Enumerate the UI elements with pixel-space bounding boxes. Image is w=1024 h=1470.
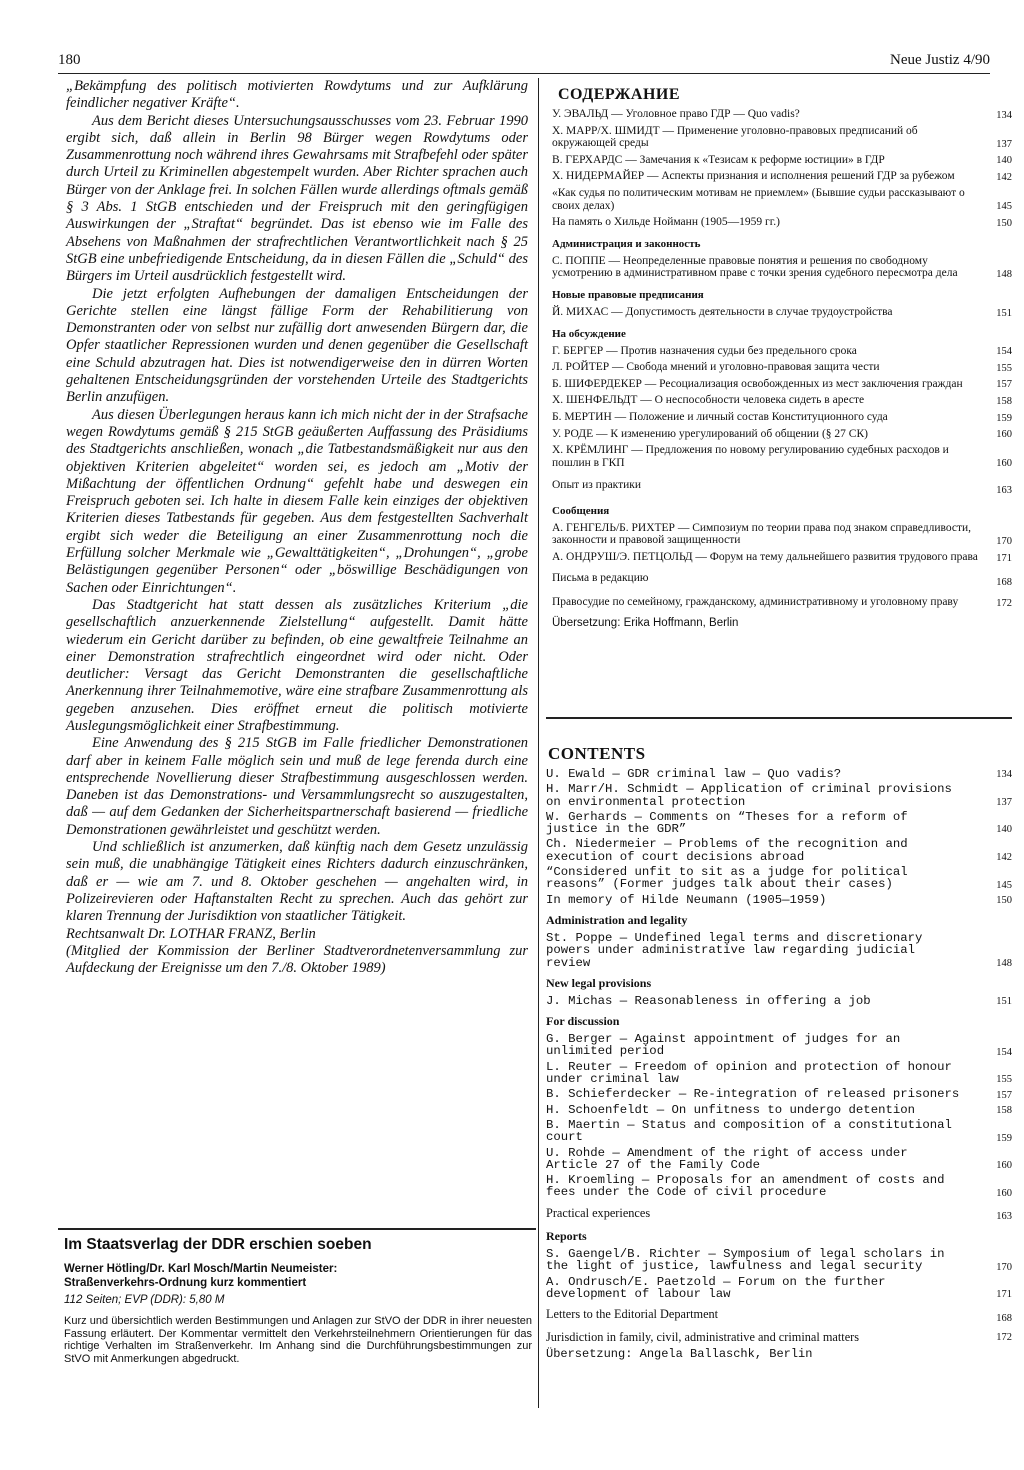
translator-credit: Übersetzung: Angela Ballaschk, Berlin [546,1346,813,1361]
toc-entry [546,1033,1012,1058]
toc-entry-title: На память о Хильде Нойманн (1905—1959 гг.) [552,216,780,229]
toc-subheading: Опыт из практики [552,479,642,492]
toc-page-number: 150 [996,217,1012,229]
toc-subheading: Сообщения [552,504,610,517]
toc-entry [552,361,1012,374]
contents-separator [546,717,1012,719]
toc-entry-title: Л. РОЙТЕР — Свобода мнений и уголовно-правовая защита чести [552,361,880,374]
toc-subheading: Новые правовые предписания [552,288,704,301]
toc-subheading: Администрация и законность [552,237,701,250]
toc-page-number: 171 [996,1289,1012,1301]
toc-entry-title: А. ОНДРУШ/Э. ПЕТЦОЛЬД — Форум на тему дальнейшего развития трудового права [552,551,978,564]
toc-entry [552,125,1012,150]
toc-subheading: На обсуждение [552,327,626,340]
toc-page-number: 157 [996,379,1012,391]
toc-entry [546,1119,1012,1144]
toc-entry [546,768,1012,780]
toc-page-number: 157 [996,1089,1012,1101]
toc-entry-title: H. Marr/H. Schmidt — Application of criminal provisions on environmental protection [546,782,952,809]
toc-entry-title: B. Maertin — Status and composition of a constitutional court [546,1117,952,1145]
author-signature: Rechtsanwalt Dr. LOTHAR FRANZ, Berlin [66,925,316,942]
toc-entry [546,1174,1012,1199]
article-column [66,78,528,977]
toc-entry-title: A. Ondrusch/E. Paetzold — Forum on the further development of labour law [546,1274,886,1301]
russian-contents [552,86,1012,629]
toc-entry-title: В. ГЕРХАРДС — Замечания к «Тезисам к реформе юстиции» в ГДР [552,153,885,166]
toc-page-number: 172 [996,1331,1012,1343]
toc-page-number: 172 [996,597,1012,609]
toc-entry-title: Й. МИХАС — Допустимость деятельности в случае трудоустройства [552,305,893,318]
toc-page-number: 158 [996,395,1012,407]
toc-entry-title: У. ЭВАЛЬД — Уголовное право ГДР — Quo vadis? [552,108,800,120]
toc-entry-title: H. Schoenfeldt — On unfitness to undergo detention [546,1102,915,1117]
toc-entry [552,345,1012,358]
toc-entry [546,1276,1012,1301]
publication-rule [58,1228,536,1230]
toc-entry-title: St. Poppe — Undefined legal terms and discretionary powers under administrative law regarding judicial review [546,930,923,970]
header-rule [58,73,990,74]
toc-entry-title: B. Schieferdecker — Re-integration of released prisoners [546,1087,960,1102]
toc-entry-title: Х. ШЕНФЕЛЬДТ — О неспособности человека сидеть в аресте [552,394,865,407]
toc-page-number: 160 [996,429,1012,441]
toc-entry-title: Ch. Niedermeier — Problems of the recognition and execution of court decisions abroad [546,837,908,864]
toc-entry-title: А. ГЕНГЕЛЬ/Б. РИХТЕР — Симпозиум по теории права под знаком справедливости, законности и правовой защищенности [552,521,972,547]
publication-heading: Im Staatsverlag der DDR erschien soeben [64,1236,372,1253]
toc-entry [552,428,1012,441]
toc-entry [552,444,1012,469]
toc-page-number: 151 [996,307,1012,319]
toc-page-number: 170 [996,1261,1012,1273]
toc-page-number: 140 [996,155,1012,167]
toc-page-number: 142 [996,171,1012,183]
toc-page-number: 159 [996,1132,1012,1144]
toc-entry [546,1147,1012,1172]
toc-entry-title: «Как судья по политическим мотивам не приемлем» (Бывшие судьи рассказывают о своих делах) [552,186,965,212]
toc-entry [552,551,1012,564]
toc-page-number: 148 [996,268,1012,280]
toc-entry-title: G. Berger — Against appointment of judges for an unlimited period [546,1032,901,1059]
page-number: 180 [58,52,81,68]
column-divider [538,78,539,1408]
toc-entry-title: W. Gerhards — Comments on “Theses for a reform of justice in the GDR” [546,809,908,837]
toc-page-number: 142 [996,852,1012,864]
toc-section-entry [552,568,1012,589]
toc-subheading: Письма в редакцию [552,571,649,584]
toc-page-number: 140 [996,824,1012,836]
toc-entry [546,1104,1012,1116]
toc-entry [552,170,1012,183]
toc-page-number: 163 [996,1211,1012,1223]
toc-section-entry [552,592,1012,609]
toc-page-number: 137 [996,796,1012,808]
toc-page-number: 155 [996,1074,1012,1086]
article-paragraph: Und schließlich ist anzumerken, daß künftig nach dem Gesetz unzulässig sein muß, die unabhängige Tätigkeit eines Richters dadurch einzuschränken, daß er — wie am 7. und 8. Oktober geschehen — angehalten wird, in Polizeirevieren oder Haftanstalten Recht zu sprechen. Auch das gehört zur klaren Trennung der Jurisdiktion von staatlicher Tätigkeit. [66,839,528,925]
article-paragraph: Die jetzt erfolgten Aufhebungen der damaligen Entscheidungen der Gerichte stellen eine längst fällige Form der Rehabilitierung von Demonstranten oder von selbst nur zufällig dort anwesenden Bürgern dar, die Opfer staatlicher Repressionen wurden und denen gegenüber die Gesellschaft eine Schuld abzutragen hat. Dies ist notwendigerweise den in dürren Worten gehaltenen Entscheidungsgründen der vorstehenden Urteile des Stadtgerichts Berlin anzufügen. [66,285,528,406]
toc-subheading: Правосудие по семейному, гражданскому, административному и уголовному праву [552,596,959,609]
toc-entry [546,995,1012,1007]
toc-subheading: New legal provisions [546,975,652,990]
toc-page-number: 134 [996,109,1012,121]
toc-page-number: 168 [996,1312,1012,1324]
toc-page-number: 151 [996,996,1012,1008]
toc-entry [552,154,1012,167]
toc-page-number: 145 [996,201,1012,213]
article-paragraph: Aus dem Bericht dieses Untersuchungsausschusses vom 23. Februar 1990 ergibt sich, daß allein in Berlin 98 Bürger wegen Rowdytums oder Zusammenrottung noch während ihres Gewahrsams mit Strafbefehl oder später durch Urteil zu Kriminellen abgestempelt wurden. Aber Richter sprachen auch Bürger von der Anklage frei. In solchen Fällen wurde allerdings oftmals gemäß § 3 Abs. 1 StGB entschieden und der Freispruch mit den geringfügigen Auswirkungen der „Straftat“ begründet. Das ist ebenso wie im Falle des Absehens von Maßnahmen der strafrechtlichen Verantwortlichkeit nach § 25 StGB eine unbefriedigende Entscheidung, da in diesen Fällen die „Schuld“ des Bürgers im Urteil ausdrücklich festgestellt wird. [66,112,528,285]
toc-section-entry [546,1202,1012,1222]
toc-section-entry [546,1303,1012,1323]
toc-entry-title: J. Michas — Reasonableness in offering a job [546,993,871,1008]
toc-page-number: 170 [996,536,1012,548]
article-paragraph: Eine Anwendung des § 215 StGB im Falle friedlicher Demonstrationen darf aber in keinem Falle möglich sein und muß de lege ferenda durch eine entsprechende Novellierung dieser Strafbestimmung ausgeschlossen werden. Daneben ist das Demonstrations- und Versammlungsrecht so auszugestalten, daß — auf dem Gedanken der Sicherheitspartnerschaft basierend — friedliche Demonstrationen gewährleistet und geschützt werden. [66,735,528,838]
toc-entry-title: In memory of Hilde Neumann (1905—1959) [546,892,827,907]
toc-entry [546,866,1012,891]
toc-subheading: Administration and legality [546,912,688,927]
publication-authors: Werner Hötling/Dr. Karl Mosch/Martin Neumeister: [64,1263,338,1275]
toc-page-number: 160 [996,1187,1012,1199]
toc-entry-title: U. Rohde — Amendment of the right of access under Article 27 of the Family Code [546,1145,908,1172]
toc-section-entry [552,473,1012,496]
toc-entry-title: Б. МЕРТИН — Положение и личный состав Конституционного суда [552,410,888,423]
toc-entry-title: H. Kroemling — Proposals for an amendment of costs and fees under the Code of civil procedure [546,1173,945,1200]
toc-entry-title: Б. ШИФЕРДЕКЕР — Ресоциализация освобожденных из мест заключения граждан [552,377,963,390]
author-affiliation: (Mitglied der Kommission der Berliner Stadtverordnetenversammlung zur Aufdeckung der Ereignisse um den 7./8. Oktober 1989) [66,942,528,977]
article-paragraph: Das Stadtgericht hat statt dessen als zusätzliches Kriterium „die gesellschaftlich anzuerkennende Zielstellung“ aufgestellt. Damit hätte wiederum ein Gericht darüber zu befinden, ob eine gewaltfreie Teilnahme an einer Demonstration strafrechtlich eingeordnet wird oder nicht. Oder deutlicher: Versagt das Gericht Demonstranten die gesellschaftliche Anerkennung ihrer Teilnahmemotive, wäre eine strafbare Zusammenrottung als gegeben anzusehen. Dies eröffnet erneut die politisch motivierte Auslegungsmöglichkeit einer Strafbestimmung. [66,596,528,734]
toc-page-number: 148 [996,957,1012,969]
toc-entry [552,108,1012,121]
toc-page-number: 145 [996,879,1012,891]
publication-notice [64,1236,532,1365]
toc-entry-title: S. Gaengel/B. Richter — Symposium of legal scholars in the light of justice, lawfulness and legal security [546,1247,945,1274]
english-contents [546,744,1012,1361]
toc-entry [552,394,1012,407]
toc-entry [552,187,1012,212]
article-paragraph: „Bekämpfung des politisch motivierten Rowdytums und zur Aufklärung feindlicher negativer Kräfte“. [66,78,528,112]
toc-page-number: 171 [996,552,1012,564]
toc-entry [546,894,1012,906]
article-paragraph: Aus diesen Überlegungen heraus kann ich mich nicht der in der Strafsache wegen Rowdytums gemäß § 215 StGB geäußerten Auffassung des Präsidiums des Stadtgerichts anschließen, wonach „die Tatbestandsmäßigkeit nur aus den objektiven Kriterien abgeleitet“ worden sei, es jedoch am „Motiv der Mißachtung der öffentlichen Ordnung“ gefehlt habe und deswegen ein Freispruch geboten sei. Ich halte in diesem Falle kein einziges der objektiven Kriterien dieses Tatbestands für gegeben. Aus dem festgestellten Sachverhalt ergibt sich weder die Beteiligung an einer Zusammenrottung noch die Erfüllung solcher Merkmale wie „Gewalttätigkeiten“, „Drohungen“, „grobe Belästigungen gegenüber Personen“ oder „böswillige Beschädigungen von Sachen oder Einrichtungen“. [66,406,528,596]
toc-entry [552,216,1012,229]
toc-entry [552,522,1012,547]
toc-page-number: 163 [996,484,1012,496]
toc-entry-title: Х. НИДЕРМАЙЕР — Аспекты признания и исполнения решений ГДР за рубежом [552,170,955,183]
toc-entry-title: Х. КРЁМЛИНГ — Предложения по новому регулированию судебных расходов и пошлин в ГКП [552,444,949,469]
toc-entry [552,378,1012,391]
toc-entry-title: Х. МАРР/Х. ШМИДТ — Применение уголовно-правовых предписаний об окружающей среды [552,124,918,150]
toc-subheading: Jurisdiction in family, civil, administrative and criminal matters [546,1329,860,1344]
russian-contents-title: СОДЕРЖАНИЕ [558,86,681,103]
toc-entry-title: “Considered unfit to sit as a judge for political reasons” (Former judges talk about their cases) [546,865,908,892]
toc-page-number: 155 [996,362,1012,374]
toc-entry [546,1061,1012,1086]
toc-page-number: 154 [996,346,1012,358]
toc-page-number: 159 [996,412,1012,424]
toc-entry [546,811,1012,836]
publication-description: Kurz und übersichtlich werden Bestimmungen und Anlagen zur StVO der DDR in ihrer neuesten Fassung erläutert. Der Kommentar vermittelt den Verkehrsteilnehmern Orientierungen für das richtige Verhalten im Straßenverkehr. Im Anhang sind die Durchführungsbestimmungen zur StVO mit Anmerkungen abgedruckt. [64,1315,532,1365]
toc-entry [546,1088,1012,1100]
toc-entry [546,932,1012,969]
toc-subheading: For discussion [546,1014,620,1029]
toc-subheading: Letters to the Editorial Department [546,1307,719,1322]
toc-entry [546,1248,1012,1273]
toc-entry [552,255,1012,280]
toc-entry-title: С. ПОППЕ — Неопределенные правовые понятия и решения по свободному усмотрению в административном праве с точки зрения судебного пересмотра дела [552,254,958,280]
publication-title: Straßenverkehrs-Ordnung kurz kommentiert [64,1277,307,1289]
toc-page-number: 137 [996,138,1012,150]
toc-entry [552,411,1012,424]
toc-entry-title: У. РОДЕ — К изменению урегулирований об общении (§ 27 СК) [552,427,868,440]
toc-entry-title: L. Reuter — Freedom of opinion and protection of honour under criminal law [546,1059,952,1087]
toc-page-number: 158 [996,1104,1012,1116]
toc-page-number: 154 [996,1046,1012,1058]
toc-page-number: 160 [996,458,1012,470]
toc-entry [552,306,1012,319]
toc-page-number: 160 [996,1160,1012,1172]
toc-entry [546,838,1012,863]
publication-price: 112 Seiten; EVP (DDR): 5,80 M [64,1294,225,1306]
toc-subheading: Practical experiences [546,1205,651,1220]
english-contents-title: CONTENTS [548,744,646,763]
toc-entry-title: U. Ewald — GDR criminal law — Quo vadis? [546,767,842,781]
toc-page-number: 168 [996,577,1012,589]
toc-entry [546,783,1012,808]
journal-issue: Neue Justiz 4/90 [890,52,990,68]
toc-page-number: 134 [996,769,1012,781]
toc-page-number: 150 [996,894,1012,906]
toc-entry-title: Г. БЕРГЕР — Против назначения судьи без предельного срока [552,344,857,357]
toc-section-entry [546,1327,1012,1343]
toc-subheading: Reports [546,1229,587,1244]
translator-credit: Übersetzung: Erika Hoffmann, Berlin [552,616,739,629]
